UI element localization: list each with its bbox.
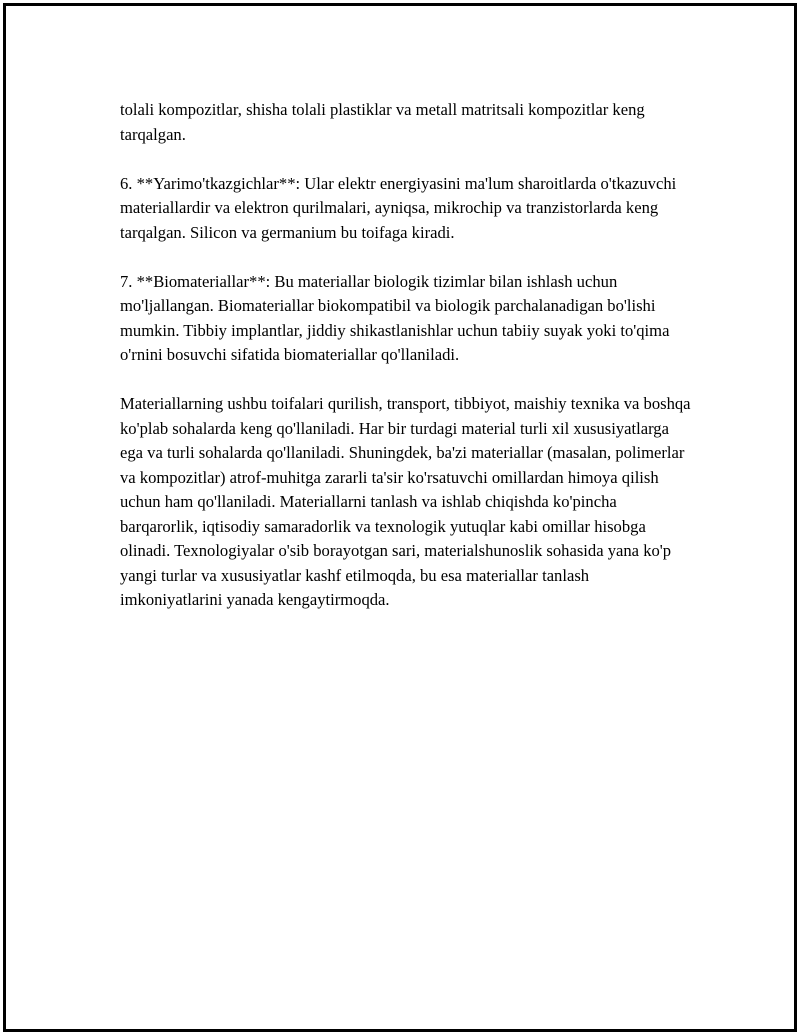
paragraph-semiconductors: 6. **Yarimo'tkazgichlar**: Ular elektr energiyasini ma'lum sharoitlarda o'tkazuvchi materiallardir va elektron qurilmalari, ayniqsa, mikrochip va tranzistorlarda keng tarqalgan. Silicon va germanium bu toifaga kiradi. xyxy=(120,173,677,242)
paragraph-biomaterials: 7. **Biomateriallar**: Bu materiallar biologik tizimlar bilan ishlash uchun mo'ljallangan. Biomateriallar biokompatibil va biologik parchalanadigan bo'lishi mumkin. Tibbiy implantlar, jiddiy shikastlanishlar uchun tabiiy suyak yoki to'qima o'rnini bosuvchi sifatida biomateriallar qo'llaniladi. xyxy=(120,271,670,364)
paragraph-conclusion: Materiallarning ushbu toifalari qurilish, transport, tibbiyot, maishiy texnika va boshqa ko'plab sohalarda keng qo'llaniladi. Har bir turdagi material turli xil xususiyatlarga ega va turli sohalarda qo'llaniladi. Shuningdek, ba'zi materiallar (masalan, polimerlar va kompozitlar) atrof-muhitga zararli ta'sir ko'rsatuvchi omillardan himoya qilish uchun ham qo'llaniladi. Materiallarni tanlash va ishlab chiqishda ko'pincha barqarorlik, iqtisodiy samaradorlik va texnologik yutuqlar kabi omillar hisobga olinadi. Texnologiyalar o'sib borayotgan sari, materialshunoslik sohasida yana ko'p yangi turlar va xususiyatlar kashf etilmoqda, bu esa materiallar tanlash imkoniyatlarini yanada kengaytirmoqda. xyxy=(120,394,691,609)
document-page xyxy=(3,3,797,1032)
document-body xyxy=(120,98,695,637)
paragraph-composites-continued: tolali kompozitlar, shisha tolali plastiklar va metall matritsali kompozitlar keng tarqalgan. xyxy=(120,100,645,144)
